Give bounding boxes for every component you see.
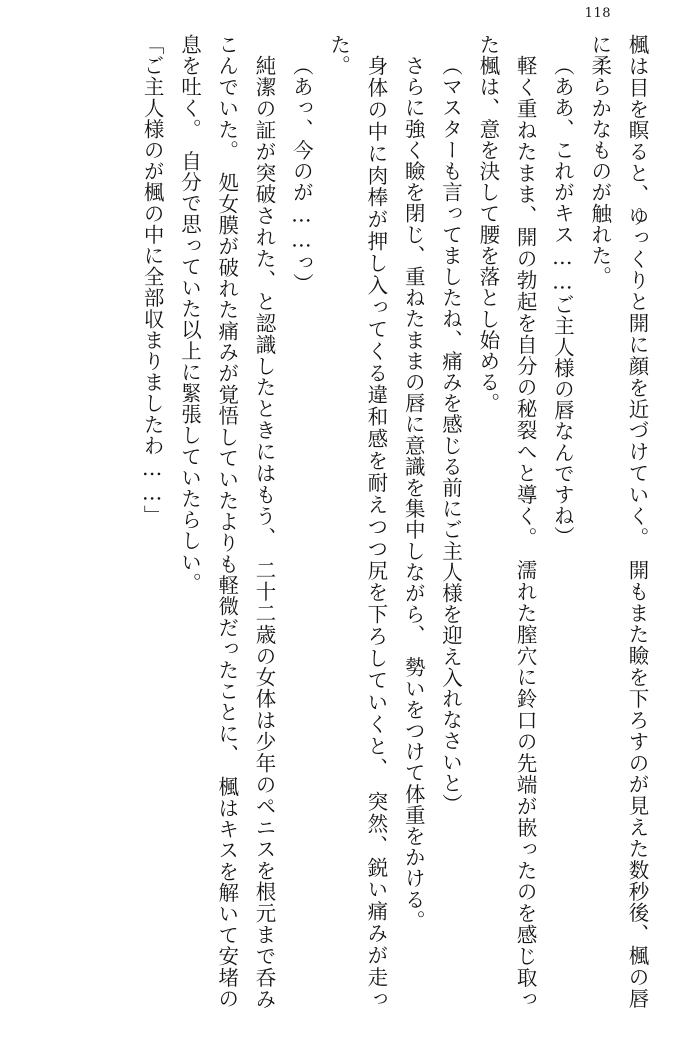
page-number: 118 [584,6,611,21]
vertical-text-body [38,34,655,1009]
paragraph: 軽く重ねたまま、開の勃起を自分の秘裂へと導く。 濡れた膣穴に鈴口の先端が嵌ったのを感じ取った楓は、意を決して腰を落とし始める。 [475,34,538,1009]
paragraph: （あっ、今のが……っ） [289,54,314,294]
paragraph: 純潔の証が突破された、と認識したときにはもう、 二十二歳の女体は少年のペニスを根元まで呑みこんでいた。 処女膜が破れた痛みが覚悟していたよりも軽微だったことに、 楓はキスを解いて安堵の息を吐く。 自分で思っていた以上に緊張していたらしい。 [177,34,277,1009]
paragraph: さらに強く瞼を閉じ、重ねたままの唇に意識を集中しながら、 勢いをつけて体重をかける。 [401,54,426,931]
paragraph: 身体の中に肉棒が押し入ってくる違和感を耐えつつ尻を下ろしていくと、 突然、鋭い痛みが走った。 [326,34,388,1009]
paragraph: 「ご主人様のが楓の中に全部収まりましたわ……」 [140,34,165,527]
paragraph: （ああ、これがキス……ご主人様の唇なんですね） [550,54,575,547]
paragraph: 楓は目を瞑ると、ゆっくりと開に顔を近づけていく。 開もまた瞼を下ろすのが見えた数秒後、楓の唇に柔らかなものが触れた。 [587,34,649,1009]
paragraph: （マスターも言ってましたね、痛みを感じる前にご主人様を迎え入れなさいと） [438,54,463,815]
